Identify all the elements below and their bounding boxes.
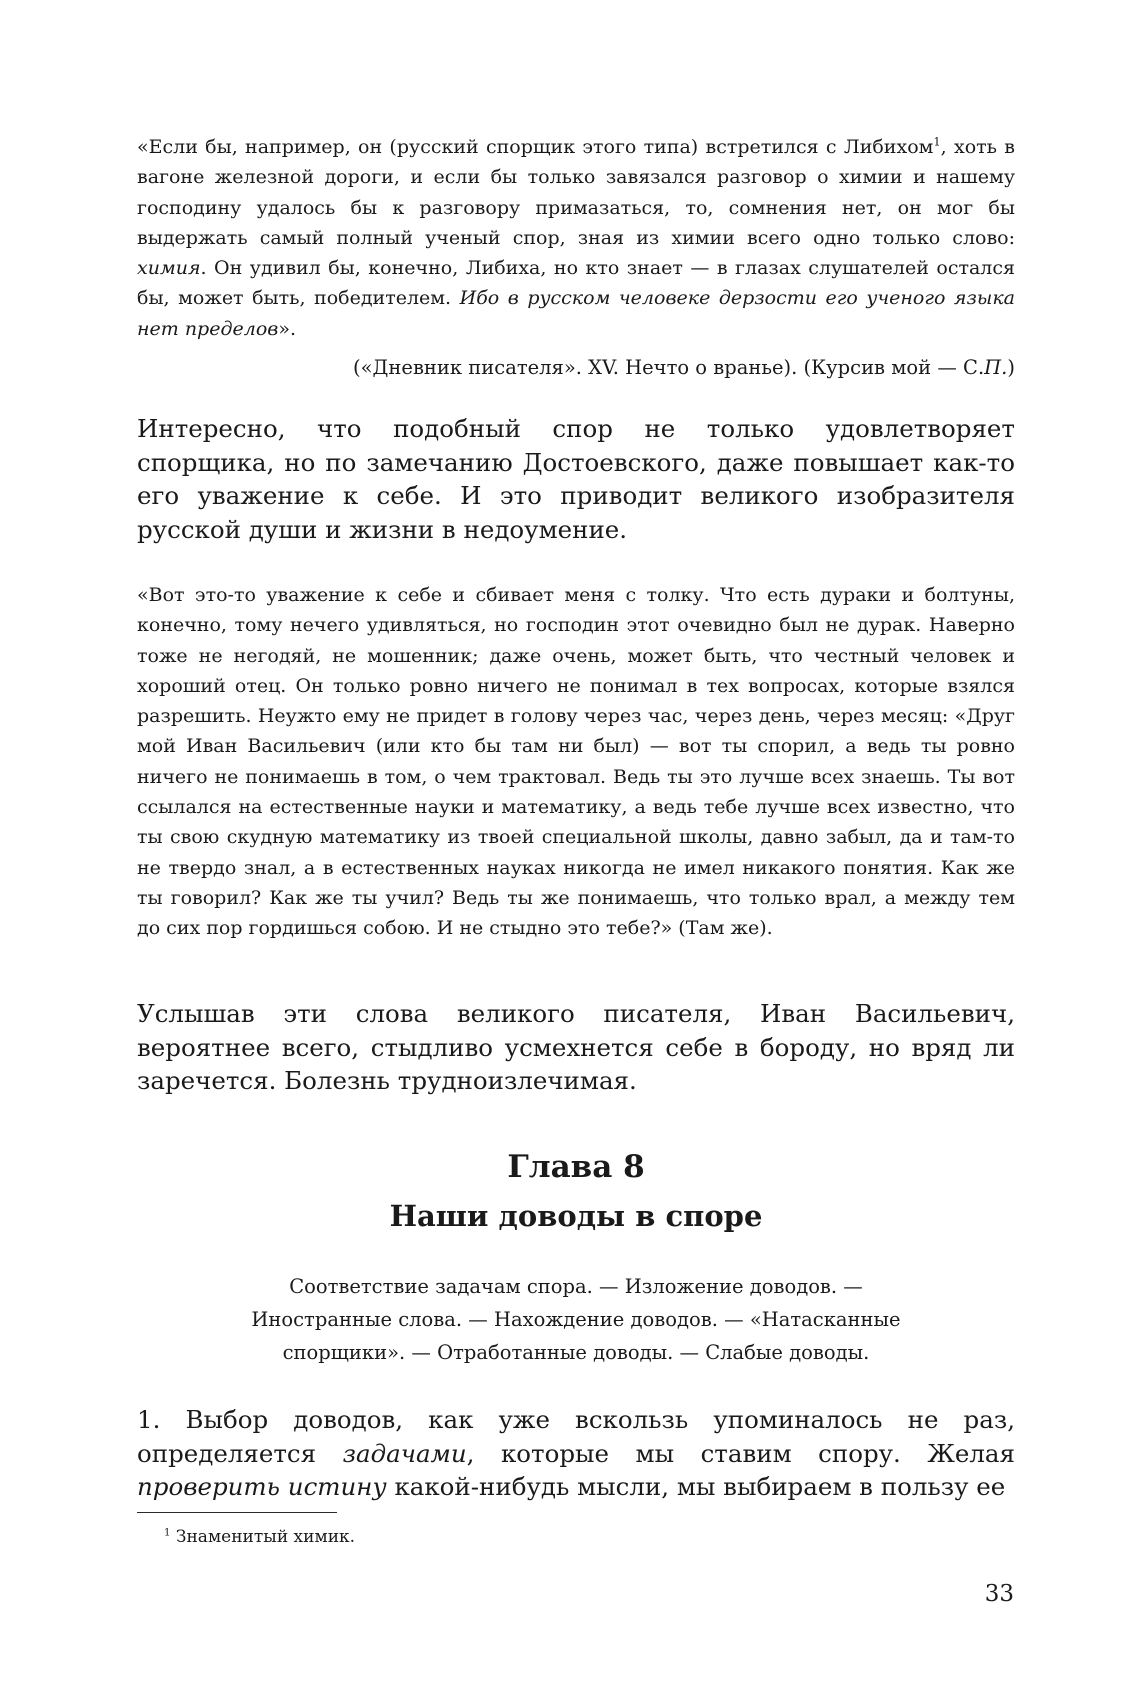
chapter-number: Глава 8 xyxy=(507,1149,645,1185)
quote-1-italic-word: химия xyxy=(137,257,201,280)
footnote-divider xyxy=(137,1512,337,1513)
quote-block-1 xyxy=(137,132,1015,344)
paragraph-3-mid: , которые мы ставим спору. Желая xyxy=(466,1438,1015,1468)
chapter-summary: Соответствие задачам спора. — Изложение доводов. — Иностранные слова. — Нахождение доводов. — «Натасканные спорщики». — Отработанные доводы. — Слабые доводы. xyxy=(251,1275,901,1364)
paragraph-3-italic-2: проверить истину xyxy=(137,1472,387,1501)
paragraph-3-italic-1: задачами xyxy=(342,1438,467,1468)
quote-1-italic-end: Ибо в русском человеке дерзости его ученого языка нет пределов xyxy=(137,287,1016,340)
page-number: 33 xyxy=(984,1581,1014,1607)
quote-1-lead: «Если бы, например, он (русский спорщик этого типа) встретился с Либихом xyxy=(137,136,934,158)
paragraph-3-end: какой-нибудь мысли, мы выбираем в пользу ее xyxy=(386,1472,1006,1501)
quote-block-2: «Вот это-то уважение к себе и сбивает меня с толку. Что есть дураки и болтуны, конечно, тому нечего удивляться, но господин этот очевидно был не дурак. Наверно тоже не негодяй, не мошенник; даже очень, может быть, что честный человек и хороший отец. Он только ровно ничего не понимал в тех вопросах, которые взялся разрешить. Неужто ему не придет в голову через час, через день, через месяц: «Друг мой Иван Васильевич (или кто бы там ни был) — вот ты спорил, а ведь ты ровно ничего не понимаешь в том, о чем трактовал. Ведь ты это лучше всех знаешь. Ты вот ссылался на естественные науки и математику, а ведь тебе лучше всех известно, что ты свою скудную математику из твоей специальной школы, давно забыл, да и там-то не твердо знал, а в естественных науках никогда не имел никакого понятия. Как же ты говорил? Как же ты учил? Ведь ты же понимаешь, что только врал, а между тем до сих пор гордишься собою. И не стыдно это тебе?» (Там же). xyxy=(137,584,1015,940)
body-paragraph-1: Интересно, что подобный спор не только удовлетворяет спорщика, но по замечанию Достоевского, даже повышает как-то его уважение к себе. И это приводит великого изобразителя русской души и жизни в недоумение. xyxy=(137,414,1015,544)
quote-1-text-2: . Он удивил бы, конечно, Либиха, но кто знает — в глазах слушателей остался бы, может быть, победителем. xyxy=(137,257,1015,310)
footnote-ref: 1 xyxy=(933,134,941,149)
attribution-close: ) xyxy=(1007,356,1015,379)
paragraph-3-lead: 1. Выбор доводов, как уже вскользь упоминалось не раз, определяется xyxy=(137,1405,1015,1468)
quote-1-close: ». xyxy=(278,317,297,340)
quote-1-attribution xyxy=(137,353,1015,383)
quote-1-text: , хоть в вагоне железной дороги, и если бы только завязался разговор о химии и нашему господину удалось бы к разговору примазаться, то, сомнения нет, он мог бы выдержать самый полный ученый спор, зная из химии всего одно только слово: xyxy=(137,136,1015,249)
chapter-title: Наши доводы в споре xyxy=(389,1199,763,1233)
attribution-initial: П. xyxy=(984,356,1008,379)
footnote xyxy=(164,1524,355,1550)
footnote-text: Знаменитый химик. xyxy=(170,1527,356,1547)
body-paragraph-2: Услышав эти слова великого писателя, Иван Васильевич, вероятнее всего, стыдливо усмехнется себе в бороду, но вряд ли заречется. Болезнь трудноизлечимая. xyxy=(137,999,1015,1095)
footnote-marker: 1 xyxy=(164,1527,171,1539)
attribution-text: («Дневник писателя». XV. Нечто о вранье). (Курсив мой — С. xyxy=(353,356,985,379)
body-paragraph-3 xyxy=(137,1403,1015,1504)
